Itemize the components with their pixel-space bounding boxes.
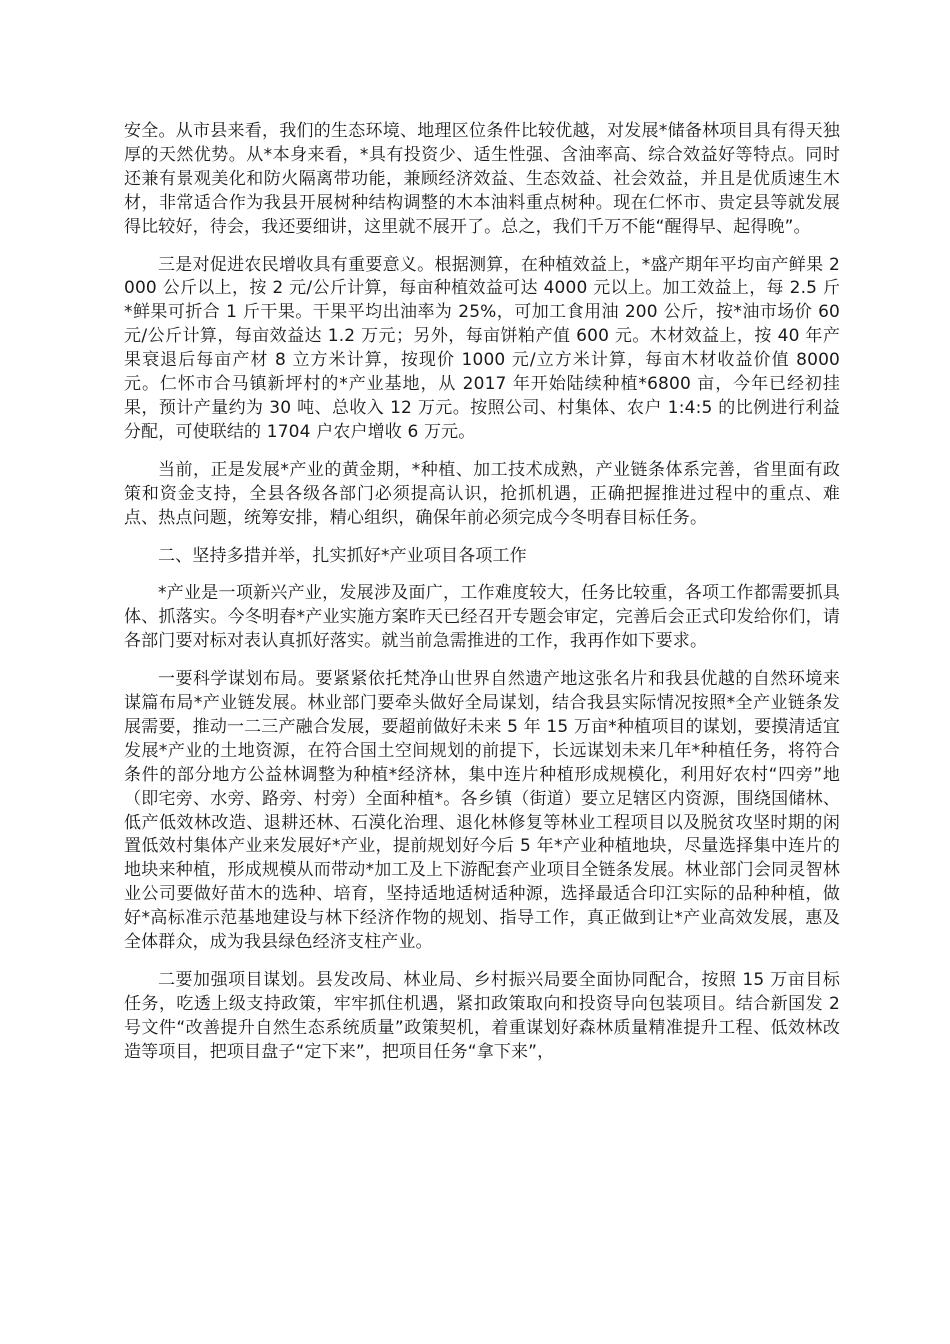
paragraph-ecology-advantage: 安全。从市县来看，我们的生态环境、地理区位条件比较优越，对发展*储备林项目具有得天独厚的天然优势。从*本身来看，*具有投资少、适生性强、含油率高、综合效益好等特点。同时还兼有景观美化和防火隔离带功能，兼顾经济效益、生态效益、社会效益，并且是优质速生木材，非常适合作为我县开展树种结构调整的木本油料重点树种。现在仁怀市、贵定县等就发展得比较好，待会，我还要细讲，这里就不展开了。总之，我们千万不能“醒得早、起得晚”。 [124,121,840,237]
paragraph-farmer-income: 三是对促进农民增收具有重要意义。根据测算，在种植效益上，*盛产期年平均亩产鲜果 2000 公斤以上，按 2 元/公斤计算，每亩种植效益可达 4000 元以上。加工效益上，每 2.5 斤*鲜果可折合 1 斤干果。干果平均出油率为 25%，可加工食用油 200 公斤，按*油市场价 60 元/公斤计算，每亩效益达 1.2 万元；另外，每亩饼粕产值 600 元。木材效益上，按 40 年产果衰退后每亩产材 8 立方米计算，按现价 1000 元/立方米计算，每亩木材收益价值 8000 元。仁怀市合马镇新坪村的*产业基地，从 2017 年开始陆续种植*6800 亩，今年已经初挂果，预计产量约为 30 吨、总收入 12 万元。按照公司、村集体、农户 1:4:5 的比例进行利益分配，可使联结的 1704 户农户增收 6 万元。 [124,254,840,442]
document-page [124,120,840,1330]
paragraph-golden-period: 当前，正是发展*产业的黄金期，*种植、加工技术成熟，产业链条体系完善，省里面有政策和资金支持，全县各级各部门必须提高认识，抢抓机遇，正确把握推进过程中的重点、难点、热点问题，统筹安排，精心组织，确保年前必须完成今冬明春目标任务。 [124,459,840,528]
section-heading-two: 二、坚持多措并举，扎实抓好*产业项目各项工作 [158,545,527,566]
paragraph-new-industry: *产业是一项新兴产业，发展涉及面广，工作难度较大，任务比较重，各项工作都需要抓具体、抓落实。今冬明春*产业实施方案昨天已经召开专题会审定，完善后会正式印发给你们，请各部门要对标对表认真抓好落实。就当前急需推进的工作，我再作如下要求。 [124,583,840,652]
paragraph-project-planning: 二要加强项目谋划。县发改局、林业局、乡村振兴局要全面协同配合，按照 15 万亩目标任务，吃透上级支持政策，牢牢抓住机遇，紧扣政策取向和投资导向包装项目。结合新国发 2 号文件“改善提升自然生态系统质量”政策契机，着重谋划好森林质量精准提升工程、低效林改造等项目，把项目盘子“定下来”，把项目任务“拿下来”， [124,970,840,1062]
paragraph-planning-layout: 一要科学谋划布局。要紧紧依托梵净山世界自然遗产地这张名片和我县优越的自然环境来谋篇布局*产业链发展。林业部门要牵头做好全局谋划，结合我县实际情况按照*全产业链条发展需要，推动一二三产融合发展，要超前做好未来 5 年 15 万亩*种植项目的谋划，要摸清适宜发展*产业的土地资源，在符合国土空间规划的前提下，长远谋划未来几年*种植任务，将符合条件的部分地方公益林调整为种植*经济林，集中连片种植形成规模化，利用好农村“四旁”地（即宅旁、水旁、路旁、村旁）全面种植*。各乡镇（街道）要立足辖区内资源，围绕国储林、低产低效林改造、退耕还林、石漠化治理、退化林修复等林业工程项目以及脱贫攻坚时期的闲置低效村集体产业来发展好*产业，提前规划好今后 5 年*产业种植地块，尽量选择集中连片的地块来种植，形成规模从而带动*加工及上下游配套产业项目全链条发展。林业部门会同灵智林业公司要做好苗木的选种、培育，坚持适地适树适种源，选择最适合印江实际的品种种植，做好*高标准示范基地建设与林下经济作物的规划、指导工作，真正做到让*产业高效发展，惠及全体群众，成为我县绿色经济支柱产业。 [124,669,840,953]
